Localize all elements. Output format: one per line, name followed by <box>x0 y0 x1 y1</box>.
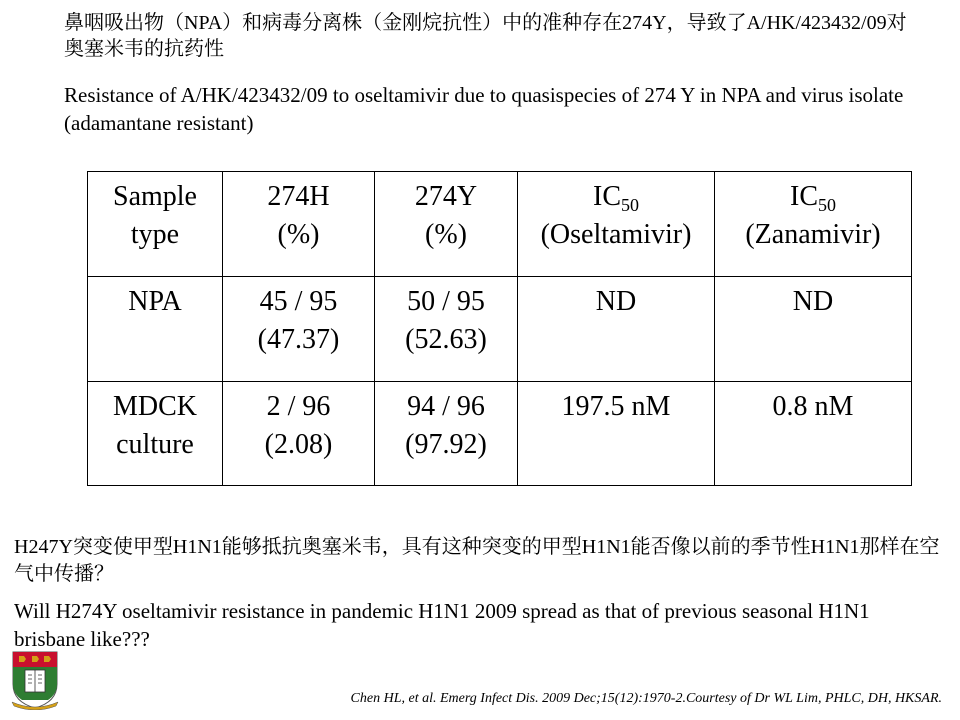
question-chinese: H247Y突变使甲型H1N1能够抵抗奥塞米韦，具有这种突变的甲型H1N1能否像以前的季节性H1N1那样在空气中传播？ <box>14 536 940 585</box>
table-row-npa <box>88 277 912 382</box>
table-row-mdck <box>88 382 912 486</box>
cell-ic50-oseltamivir <box>518 277 715 382</box>
header-line: (%) <box>425 219 467 250</box>
cell-sample-type <box>88 277 223 382</box>
cell-line: ND <box>792 286 834 317</box>
cell-ic50-zanamivir <box>715 277 912 382</box>
cell-sample-type <box>88 382 223 486</box>
cell-line: NPA <box>128 286 182 317</box>
cell-line: 2 / 96 <box>266 391 331 422</box>
header-274y <box>375 172 518 277</box>
header-ic50-zanamivir <box>715 172 912 277</box>
cell-line: 0.8 nM <box>772 391 854 422</box>
ic-label: IC <box>790 181 818 212</box>
ic-subscript: 50 <box>621 195 639 215</box>
university-crest-icon <box>10 650 60 710</box>
cell-line: (97.92) <box>405 429 487 460</box>
header-line: (Zanamivir) <box>745 219 881 250</box>
cell-line: 50 / 95 <box>407 286 485 317</box>
cell-ic50-oseltamivir <box>518 382 715 486</box>
cell-ic50-zanamivir <box>715 382 912 486</box>
ic-subscript: 50 <box>818 195 836 215</box>
header-line <box>522 178 710 216</box>
header-line: (%) <box>277 219 320 250</box>
cell-line: (52.63) <box>405 324 487 355</box>
header-line <box>719 178 907 216</box>
cell-line: (47.37) <box>257 324 340 355</box>
header-line: type <box>130 219 180 250</box>
cell-line: 45 / 95 <box>259 286 338 317</box>
header-line: 274H <box>267 181 330 212</box>
table-header-row <box>88 172 912 277</box>
resistance-table <box>87 171 912 486</box>
citation: Chen HL, et al. Emerg Infect Dis. 2009 Dec;15(12):1970-2.Courtesy of Dr WL Lim, PHLC, DH, HKSAR. <box>350 691 942 706</box>
title-english: Resistance of A/HK/423432/09 to oseltamivir due to quasispecies of 274 Y in NPA and virus isolate (adamantane resistant) <box>64 83 904 135</box>
header-ic50-oseltamivir <box>518 172 715 277</box>
cell-line: 197.5 nM <box>561 391 671 422</box>
cell-line: (2.08) <box>264 429 333 460</box>
cell-274y <box>375 277 518 382</box>
cell-274h <box>223 382 375 486</box>
cell-274h <box>223 277 375 382</box>
header-line: 274Y <box>414 181 478 212</box>
ic-label: IC <box>593 181 621 212</box>
title-chinese: 鼻咽吸出物（NPA）和病毒分离株（金刚烷抗性）中的准种存在274Y，导致了A/HK/423432/09对奥塞米韦的抗药性 <box>64 12 907 60</box>
header-line: (Oseltamivir) <box>540 219 692 250</box>
header-sample-type <box>88 172 223 277</box>
cell-line: MDCK <box>112 391 197 422</box>
header-line: Sample <box>113 181 197 212</box>
cell-line: 94 / 96 <box>407 391 485 422</box>
cell-line: culture <box>116 429 194 460</box>
cell-274y <box>375 382 518 486</box>
cell-line: ND <box>595 286 637 317</box>
question-english: Will H274Y oseltamivir resistance in pandemic H1N1 2009 spread as that of previous seasonal H1N1 brisbane like??? <box>14 599 870 651</box>
header-274h <box>223 172 375 277</box>
